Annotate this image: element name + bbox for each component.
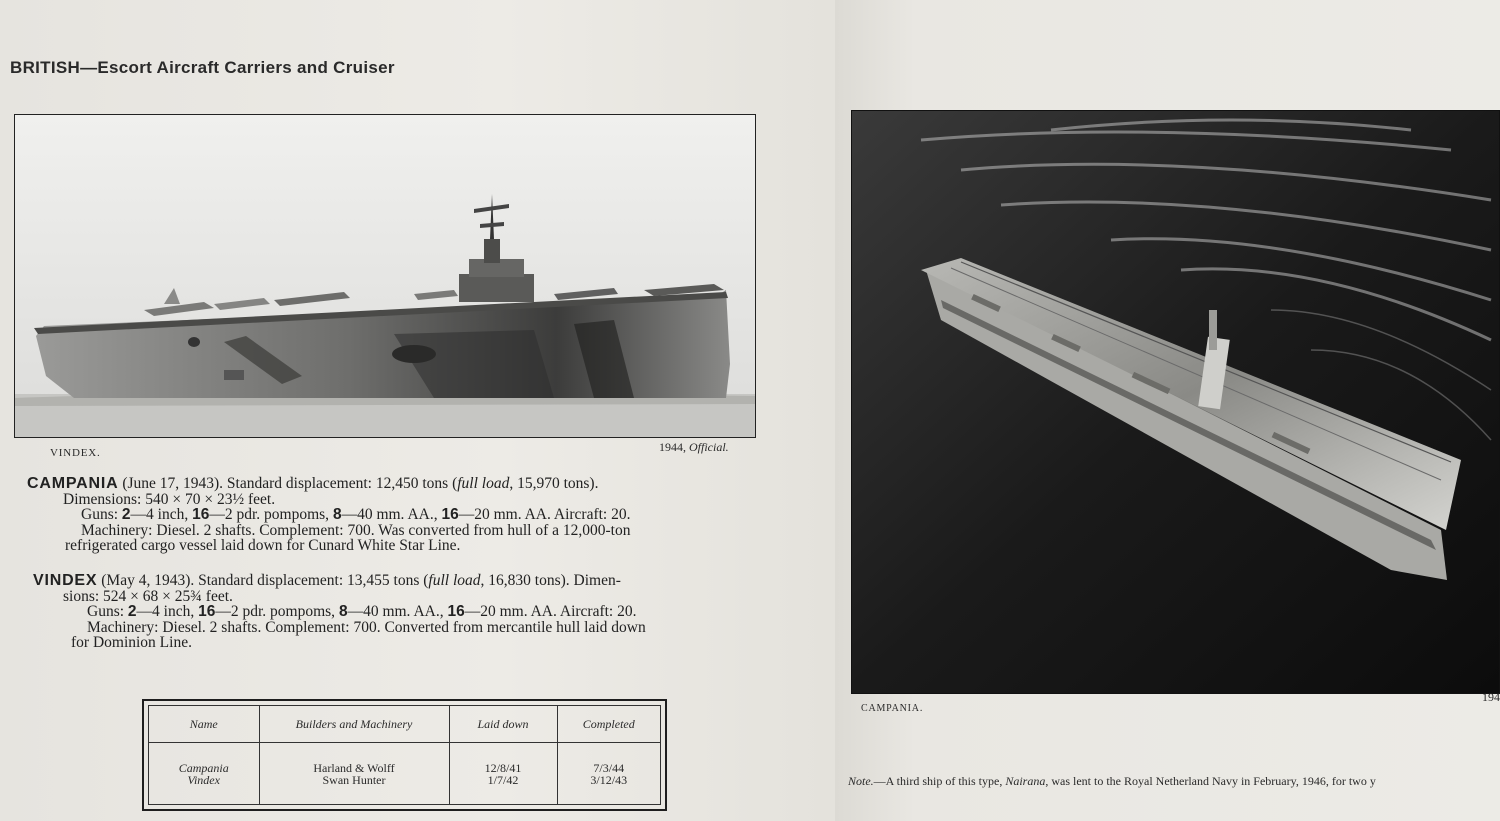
vindex-name: VINDEX [33, 572, 98, 589]
vindex-machinery: Machinery: Diesel. 2 shafts. Complement: 700. Converted from mercantile hull laid down [87, 618, 646, 636]
page-heading: BRITISH—Escort Aircraft Carriers and Cruiser [10, 58, 395, 77]
campania-l1-text: (June 17, 1943). Standard displacement: 12,450 tons ( [118, 475, 458, 492]
cell-builders [259, 743, 449, 805]
builders-table [142, 699, 667, 811]
campania-entry [27, 476, 767, 554]
note-label: Note. [848, 774, 874, 788]
campania-full-load: full load [457, 475, 510, 492]
gun-count-4: 16 [441, 506, 459, 523]
gun-count-1: 2 [127, 603, 137, 620]
gun-desc-4: —20 mm. AA. Aircraft: 20. [458, 506, 631, 523]
campania-line-1 [27, 476, 767, 492]
gun-desc-3: —40 mm. AA., [347, 603, 448, 620]
gun-desc-4: —20 mm. AA. Aircraft: 20. [464, 603, 637, 620]
header-completed: Completed [557, 706, 660, 743]
gun-desc-2: —2 pdr. pompoms, [209, 506, 333, 523]
note-post: , was lent to the Royal Netherland Navy in February, 1946, for two y [1045, 774, 1376, 788]
vindex-full-load: full load [428, 572, 481, 589]
vindex-l1-text: (May 4, 1943). Standard displacement: 13,455 tons ( [97, 572, 429, 589]
guns-label: Guns: [87, 603, 128, 620]
guns-label: Guns: [81, 506, 122, 523]
completed-vindex: 3/12/43 [590, 772, 628, 787]
gun-count-4: 16 [447, 603, 465, 620]
gun-count-1: 2 [121, 506, 131, 523]
vindex-entry [33, 573, 773, 651]
cell-completed [557, 743, 660, 805]
vindex-photo-caption: VINDEX. [50, 447, 101, 459]
footnote [848, 774, 1500, 789]
builder-vindex: Swan Hunter [322, 772, 386, 787]
campania-l1-end: , 15,970 tons). [509, 475, 599, 492]
vindex-l1-end: , 16,830 tons). Dimen- [480, 572, 621, 589]
gun-desc-2: —2 pdr. pompoms, [215, 603, 339, 620]
gun-desc-1: —4 inch, [130, 506, 193, 523]
campania-line-2: Dimensions: 540 × 70 × 23½ feet. [63, 490, 276, 508]
completed-campania: 7/3/44 [593, 760, 625, 775]
cell-names [149, 743, 259, 805]
vindex-guns [33, 604, 773, 620]
note-ship: Nairana [1005, 774, 1046, 788]
builder-campania: Harland & Wolff [313, 760, 395, 775]
vindex-line-1 [33, 573, 773, 589]
laid-down-vindex: 1/7/42 [487, 772, 519, 787]
laid-down-campania: 12/8/41 [484, 760, 522, 775]
credit-year: 1944, [659, 440, 686, 454]
table-row [149, 743, 660, 805]
vindex-photo [14, 114, 756, 438]
gun-count-3: 8 [338, 603, 348, 620]
gun-desc-3: —40 mm. AA., [341, 506, 442, 523]
campania-line-5: refrigerated cargo vessel laid down for Cunard White Star Line. [65, 537, 461, 554]
campania-photo [851, 110, 1500, 694]
header-laid-down: Laid down [449, 706, 557, 743]
header-builders: Builders and Machinery [259, 706, 449, 743]
name-vindex: Vindex [187, 772, 220, 787]
gun-count-2: 16 [192, 506, 210, 523]
credit-source: Official. [689, 440, 729, 454]
note-pre: —A third ship of this type, [873, 774, 1006, 788]
table-header-row [149, 706, 660, 743]
builders-table-grid [149, 706, 660, 804]
vindex-line-2: sions: 524 × 68 × 25¾ feet. [63, 587, 233, 605]
campania-guns [27, 507, 767, 523]
campania-name: CAMPANIA [27, 475, 119, 492]
header-name: Name [149, 706, 259, 743]
campania-photo-credit-edge: 194 [1482, 690, 1500, 704]
campania-machinery: Machinery: Diesel. 2 shafts. Complement: 700. Was converted from hull of a 12,000-ton [81, 521, 631, 539]
builders-table-inner [148, 705, 661, 805]
gun-count-2: 16 [198, 603, 216, 620]
vindex-line-5: for Dominion Line. [71, 634, 192, 651]
name-campania: Campania [178, 760, 229, 775]
campania-photo-caption: CAMPANIA. [861, 703, 924, 714]
vindex-photo-credit [659, 440, 729, 455]
gun-desc-1: —4 inch, [136, 603, 199, 620]
cell-laid-down [449, 743, 557, 805]
gun-count-3: 8 [332, 506, 342, 523]
